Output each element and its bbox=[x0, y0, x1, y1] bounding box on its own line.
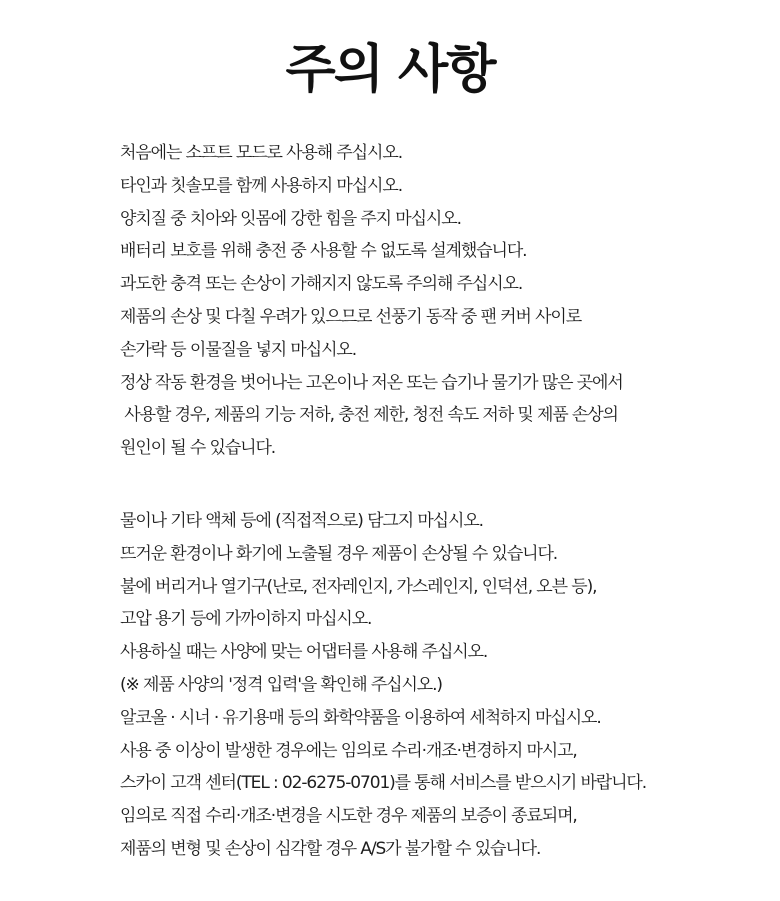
caution-line: 원인이 될 수 있습니다. bbox=[120, 438, 276, 459]
caution-line: 물이나 기타 액체 등에 (직접적으로) 담그지 마십시오. bbox=[120, 511, 483, 531]
caution-line: 과도한 충격 또는 손상이 가해지지 않도록 주의해 주십시오. bbox=[120, 274, 523, 295]
caution-line: 임의로 직접 수리·개조·변경을 시도한 경우 제품의 보증이 종료되며, bbox=[120, 806, 577, 827]
caution-line: 처음에는 소프트 모드로 사용해 주십시오. bbox=[120, 143, 402, 163]
caution-section-handling bbox=[120, 505, 760, 866]
caution-line: (※ 제품 사양의 '정격 입력'을 확인해 주십시오.) bbox=[120, 674, 442, 695]
caution-line: 불에 버리거나 열기구(난로, 전자레인지, 가스레인지, 인덕션, 오븐 등), bbox=[120, 576, 597, 597]
page-title: 주의 사항 bbox=[285, 40, 495, 100]
caution-line: 고압 용기 등에 가까이하지 마십시오. bbox=[120, 609, 372, 630]
caution-line: 배터리 보호를 위해 충전 중 사용할 수 없도록 설계했습니다. bbox=[120, 241, 527, 262]
caution-line: 제품의 손상 및 다칠 우려가 있으므로 선풍기 동작 중 팬 커버 사이로 bbox=[120, 306, 582, 327]
caution-line: 제품의 변형 및 손상이 심각할 경우 A/S가 불가할 수 있습니다. bbox=[120, 838, 541, 859]
caution-line: 사용하실 때는 사양에 맞는 어댑터를 사용해 주십시오. bbox=[120, 642, 488, 663]
caution-line: 손가락 등 이물질을 넣지 마십시오. bbox=[120, 339, 357, 360]
customer-center-line: 스카이 고객 센터(TEL : 02-6275-0701)를 통해 서비스를 받으시기 바랍니다. bbox=[120, 773, 647, 794]
caution-section-general bbox=[120, 137, 760, 465]
caution-line: 사용 중 이상이 발생한 경우에는 임의로 수리·개조·변경하지 마시고, bbox=[120, 740, 577, 761]
caution-line: 타인과 칫솔모를 함께 사용하지 마십시오. bbox=[120, 175, 402, 196]
caution-line: 양치질 중 치아와 잇몸에 강한 힘을 주지 마십시오. bbox=[120, 208, 461, 229]
caution-line: 뜨거운 환경이나 화기에 노출될 경우 제품이 손상될 수 있습니다. bbox=[120, 543, 558, 564]
caution-line: 사용할 경우, 제품의 기능 저하, 충전 제한, 청전 속도 저하 및 제품 손상의 bbox=[120, 405, 618, 426]
caution-line: 알코올 · 시너 · 유기용매 등의 화학약품을 이용하여 세척하지 마십시오. bbox=[120, 707, 601, 728]
caution-line: 정상 작동 환경을 벗어나는 고온이나 저온 또는 습기나 물기가 많은 곳에서 bbox=[120, 372, 623, 393]
